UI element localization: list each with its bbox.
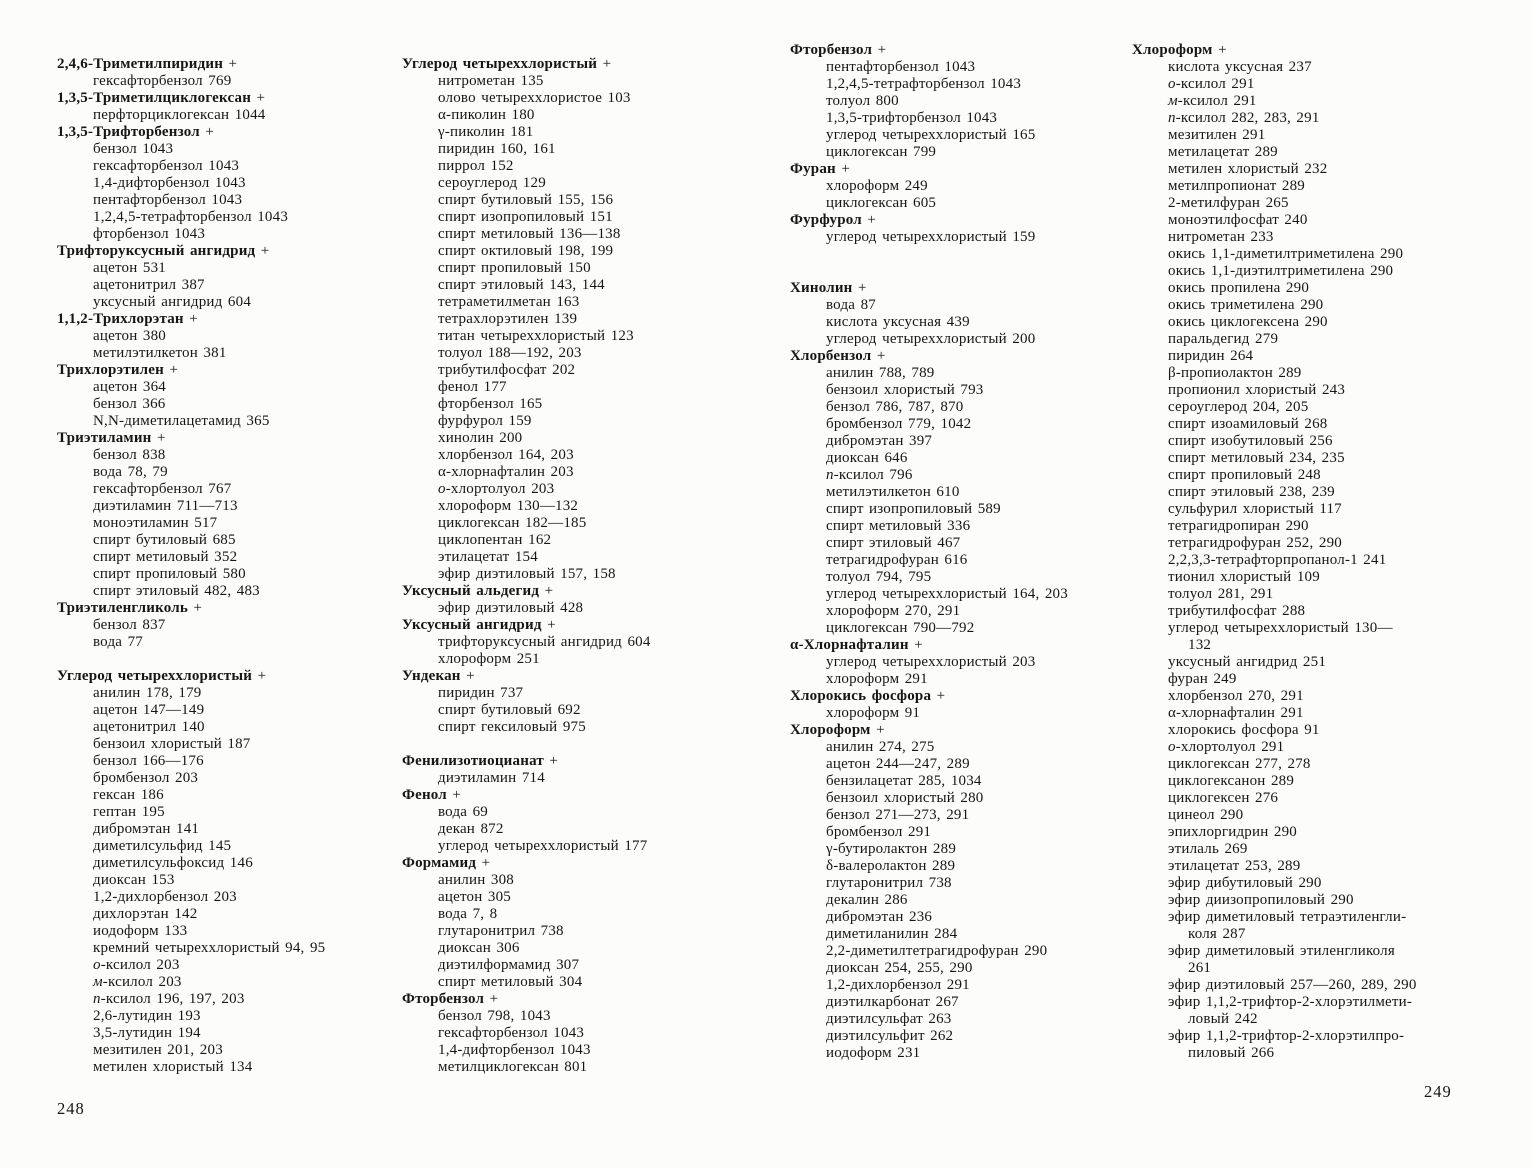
index-entry: тетрагидрофуран 252, 290 — [1168, 535, 1343, 551]
index-column-3 — [790, 42, 1120, 1062]
index-entry: пропионил хлористый 243 — [1168, 382, 1346, 398]
index-entry: 2,2,3,3-тетрафторпропанол-1 241 — [1168, 552, 1387, 568]
index-entry: бензилацетат 285, 1034 — [826, 773, 982, 789]
index-section — [57, 362, 387, 430]
index-section — [790, 42, 1120, 161]
index-entry: тетрагидрофуран 616 — [826, 552, 968, 568]
index-entry: бензол 837 — [93, 617, 166, 633]
index-term-heading: Хлорокись фосфора + — [790, 688, 946, 704]
index-section — [57, 90, 387, 124]
index-entry: спирт пропиловый 580 — [93, 566, 246, 582]
index-section — [402, 855, 737, 991]
index-entry: сульфурил хлористый 117 — [1168, 501, 1342, 517]
index-entry: титан четыреххлористый 123 — [438, 328, 634, 344]
index-entry: бромбензол 203 — [93, 770, 199, 786]
index-term-heading: Фторбензол + — [402, 991, 499, 1007]
index-entry: иодоформ 231 — [826, 1045, 921, 1061]
index-entry: хлорбензол 164, 203 — [438, 447, 574, 463]
index-term-heading: Хлорбензол + — [790, 348, 886, 364]
index-entry: диэтилформамид 307 — [438, 957, 580, 973]
index-entry: сероуглерод 204, 205 — [1168, 399, 1309, 415]
index-entry: окись пропилена 290 — [1168, 280, 1310, 296]
index-entry: 1,2,4,5-тетрафторбензол 1043 — [93, 209, 289, 225]
index-entry: 1,2,4,5-тетрафторбензол 1043 — [826, 76, 1022, 92]
index-entry: метилацетат 289 — [1168, 144, 1278, 160]
index-entry: пиридин 737 — [438, 685, 524, 701]
index-entry: паральдегид 279 — [1168, 331, 1279, 347]
index-entry: трибутилфосфат 288 — [1168, 603, 1306, 619]
index-entry: α-хлорнафталин 203 — [438, 464, 574, 480]
index-entry: спирт бутиловый 155, 156 — [438, 192, 614, 208]
index-entry: пентафторбензол 1043 — [93, 192, 243, 208]
index-entry: ацетон 147—149 — [93, 702, 205, 718]
index-entry: спирт метиловый 136—138 — [438, 226, 621, 242]
index-term-heading: 1,3,5-Трифторбензол + — [57, 124, 214, 140]
index-entry: 1,4-дифторбензол 1043 — [93, 175, 246, 191]
index-section — [57, 668, 387, 1076]
index-entry: метилэтилкетон 610 — [826, 484, 960, 500]
plus-sign: + — [1218, 42, 1227, 58]
index-entry: ацетонитрил 387 — [93, 277, 205, 293]
index-entry: циклогексан 605 — [826, 195, 937, 211]
index-entry: β-пропиолактон 289 — [1168, 365, 1302, 381]
index-entry: спирт метиловый 234, 235 — [1168, 450, 1345, 466]
index-entry: окись 1,1-диэтилтриметилена 290 — [1168, 263, 1394, 279]
index-entry: анилин 274, 275 — [826, 739, 935, 755]
index-entry: эфир 1,1,2-трифтор-2-хлорэтилпро- пиловый 266 — [1168, 1028, 1405, 1061]
index-term-heading: 1,3,5-Триметилциклогексан + — [57, 90, 266, 106]
index-entry: эфир дибутиловый 290 — [1168, 875, 1322, 891]
index-column-4 — [1132, 42, 1472, 1062]
index-entry: спирт пропиловый 150 — [438, 260, 591, 276]
index-entry: этилаль 269 — [1168, 841, 1248, 857]
plus-sign: + — [544, 583, 554, 599]
index-entry: углерод четыреххлористый 177 — [438, 838, 648, 854]
index-entry: циклогексан 799 — [826, 144, 937, 160]
plus-sign: + — [452, 787, 462, 803]
index-entry: вода 69 — [438, 804, 488, 820]
index-entry: спирт гексиловый 975 — [438, 719, 586, 735]
index-entry: спирт этиловый 482, 483 — [93, 583, 260, 599]
index-entry: моноэтиламин 517 — [93, 515, 218, 531]
index-entry: метилпропионат 289 — [1168, 178, 1306, 194]
index-entry: дибромэтан 141 — [93, 821, 200, 837]
index-section — [57, 243, 387, 311]
index-term-heading: Триэтиламин + — [57, 430, 166, 446]
index-entry: анилин 178, 179 — [93, 685, 202, 701]
index-section — [790, 688, 1120, 722]
index-term-heading: Хинолин + — [790, 280, 867, 296]
index-entry: эфир диэтиловый 257—260, 289, 290 — [1168, 977, 1417, 993]
index-entry: углерод четыреххлористый 130— 132 — [1168, 620, 1393, 653]
index-term-heading: Фторбензол + — [790, 42, 887, 58]
index-entry: 1,4-дифторбензол 1043 — [438, 1042, 591, 1058]
index-entry: дибромэтан 236 — [826, 909, 933, 925]
index-section — [790, 161, 1120, 212]
index-section — [402, 583, 737, 617]
index-entry: глутаронитрил 738 — [438, 923, 564, 939]
index-entry: ацетон 531 — [93, 260, 166, 276]
index-entry: бензол 798, 1043 — [438, 1008, 551, 1024]
index-term-heading: Фенол + — [402, 787, 462, 803]
index-entry: дихлорэтан 142 — [93, 906, 198, 922]
index-entry: анилин 308 — [438, 872, 515, 888]
plus-sign: + — [841, 161, 850, 177]
index-entry: олово четыреххлористое 103 — [438, 90, 631, 106]
index-entry: гексафторбензол 767 — [93, 481, 232, 497]
index-entry: гептан 195 — [93, 804, 165, 820]
index-entry: хлороформ 130—132 — [438, 498, 579, 514]
page-number-left: 248 — [57, 1099, 85, 1118]
plus-sign: + — [256, 90, 266, 106]
index-term-heading: 2,4,6-Триметилпиридин + — [57, 56, 238, 72]
index-entry: дибромэтан 397 — [826, 433, 933, 449]
index-entry: толуол 794, 795 — [826, 569, 932, 585]
index-entry: 1,2-дихлорбензол 203 — [93, 889, 237, 905]
index-entry: спирт изопропиловый 589 — [826, 501, 1001, 517]
index-section — [402, 753, 737, 787]
index-entry: бензол 366 — [93, 396, 166, 412]
index-term-heading: Хлороформ + — [790, 722, 885, 738]
index-term-heading: α-Хлорнафталин + — [790, 637, 923, 653]
index-entry: бензол 786, 787, 870 — [826, 399, 964, 415]
index-entry: диметиланилин 284 — [826, 926, 958, 942]
page-number-right: 249 — [1424, 1082, 1452, 1101]
plus-sign: + — [481, 855, 491, 871]
index-term-heading: 1,1,2-Трихлорэтан + — [57, 311, 198, 327]
index-entry: метилен хлористый 232 — [1168, 161, 1328, 177]
index-entry: толуол 800 — [826, 93, 899, 109]
index-entry: метилен хлористый 134 — [93, 1059, 253, 1075]
index-entry: δ-валеролактон 289 — [826, 858, 956, 874]
index-entry: спирт пропиловый 248 — [1168, 467, 1321, 483]
index-entry: 2-метилфуран 265 — [1168, 195, 1289, 211]
plus-sign: + — [877, 42, 887, 58]
index-entry: тетраметилметан 163 — [438, 294, 580, 310]
index-entry: углерод четыреххлористый 164, 203 — [826, 586, 1068, 602]
index-entry: диметилсульфид 145 — [93, 838, 232, 854]
index-entry: диоксан 153 — [93, 872, 175, 888]
index-entry: этилацетат 253, 289 — [1168, 858, 1301, 874]
index-entry: циклопентан 162 — [438, 532, 552, 548]
index-entry: хлороформ 291 — [826, 671, 928, 687]
index-entry: м-ксилол 291 — [1168, 93, 1257, 109]
index-entry: углерод четыреххлористый 165 — [826, 127, 1036, 143]
index-entry: пиридин 264 — [1168, 348, 1254, 364]
index-entry: эфир диэтиловый 157, 158 — [438, 566, 616, 582]
index-entry: бензол 838 — [93, 447, 166, 463]
index-section — [57, 124, 387, 243]
index-entry: тионил хлористый 109 — [1168, 569, 1320, 585]
index-entry: кислота уксусная 439 — [826, 314, 970, 330]
index-entry: м-ксилол 203 — [93, 974, 182, 990]
index-entry: углерод четыреххлористый 203 — [826, 654, 1036, 670]
index-entry: циклогексен 276 — [1168, 790, 1279, 806]
index-section — [57, 430, 387, 600]
index-entry: о-ксилол 203 — [93, 957, 180, 973]
index-entry: вода 87 — [826, 297, 876, 313]
index-term-heading: Триэтиленгликоль + — [57, 600, 203, 616]
index-entry: п-ксилол 796 — [826, 467, 913, 483]
plus-sign: + — [914, 637, 923, 653]
plus-sign: + — [193, 600, 203, 616]
index-entry: спирт бутиловый 685 — [93, 532, 236, 548]
index-entry: спирт изоамиловый 268 — [1168, 416, 1328, 432]
index-entry: хинолин 200 — [438, 430, 523, 446]
index-entry: спирт изопропиловый 151 — [438, 209, 613, 225]
plus-sign: + — [260, 243, 270, 259]
index-entry: кремний четыреххлористый 94, 95 — [93, 940, 326, 956]
index-entry: диоксан 254, 255, 290 — [826, 960, 973, 976]
index-entry: мезитилен 291 — [1168, 127, 1266, 143]
index-entry: метилэтилкетон 381 — [93, 345, 227, 361]
index-entry: хлорокись фосфора 91 — [1168, 722, 1320, 738]
index-entry: диоксан 306 — [438, 940, 520, 956]
index-entry: декан 872 — [438, 821, 504, 837]
index-entry: метилциклогексан 801 — [438, 1059, 588, 1075]
index-entry: 2,2-диметилтетрагидрофуран 290 — [826, 943, 1048, 959]
index-entry: тетрагидропиран 290 — [1168, 518, 1309, 534]
index-term-heading: Ундекан + — [402, 668, 475, 684]
index-entry: фенол 177 — [438, 379, 507, 395]
index-entry: декалин 286 — [826, 892, 908, 908]
index-section — [790, 212, 1120, 246]
index-section — [790, 348, 1120, 637]
index-entry: ацетонитрил 140 — [93, 719, 205, 735]
index-term-heading: Фенилизотиоцианат + — [402, 753, 559, 769]
plus-sign: + — [489, 991, 499, 1007]
index-entry: диэтилкарбонат 267 — [826, 994, 959, 1010]
index-entry: бензоил хлористый 187 — [93, 736, 251, 752]
index-entry: бензол 271—273, 291 — [826, 807, 970, 823]
plus-sign: + — [547, 617, 556, 633]
index-section — [57, 600, 387, 651]
index-entry: гексафторбензол 1043 — [438, 1025, 585, 1041]
index-entry: уксусный ангидрид 251 — [1168, 654, 1327, 670]
index-entry: бромбензол 291 — [826, 824, 932, 840]
index-entry: спирт бутиловый 692 — [438, 702, 581, 718]
index-entry: трифторуксусный ангидрид 604 — [438, 634, 651, 650]
plus-sign: + — [205, 124, 214, 140]
index-entry: α-хлорнафталин 291 — [1168, 705, 1304, 721]
index-entry: диэтилсульфат 263 — [826, 1011, 952, 1027]
index-entry: нитрометан 233 — [1168, 229, 1274, 245]
index-entry: этилацетат 154 — [438, 549, 538, 565]
index-entry: спирт этиловый 238, 239 — [1168, 484, 1335, 500]
index-entry: циклогексан 277, 278 — [1168, 756, 1311, 772]
index-entry: сероуглерод 129 — [438, 175, 546, 191]
index-entry: диметилсульфоксид 146 — [93, 855, 253, 871]
index-entry: бензол 166—176 — [93, 753, 204, 769]
index-entry: циклогексанон 289 — [1168, 773, 1295, 789]
index-term-heading: Трихлорэтилен + — [57, 362, 179, 378]
index-term-heading: Трифторуксусный ангидрид + — [57, 243, 270, 259]
index-entry: диэтиламин 714 — [438, 770, 545, 786]
index-entry: окись циклогексена 290 — [1168, 314, 1328, 330]
index-entry: пиридин 160, 161 — [438, 141, 556, 157]
index-entry: ацетон 305 — [438, 889, 511, 905]
plus-sign: + — [602, 56, 612, 72]
plus-sign: + — [466, 668, 475, 684]
index-entry: гексафторбензол 1043 — [93, 158, 240, 174]
index-section — [402, 617, 737, 668]
index-column-1 — [57, 56, 387, 1076]
index-entry: спирт этиловый 467 — [826, 535, 961, 551]
index-entry: спирт метиловый 352 — [93, 549, 238, 565]
index-entry: тетрахлорэтилен 139 — [438, 311, 578, 327]
index-section — [402, 787, 737, 855]
index-term-heading: Углерод четыреххлористый + — [402, 56, 612, 72]
index-entry: хлороформ 270, 291 — [826, 603, 961, 619]
index-entry: γ-бутиролактон 289 — [826, 841, 957, 857]
index-entry: углерод четыреххлористый 200 — [826, 331, 1036, 347]
plus-sign: + — [876, 348, 886, 364]
index-entry: вода 77 — [93, 634, 143, 650]
plus-sign: + — [936, 688, 946, 704]
index-entry: диоксан 646 — [826, 450, 908, 466]
index-entry: о-ксилол 291 — [1168, 76, 1255, 92]
index-term-heading: Углерод четыреххлористый + — [57, 668, 267, 684]
index-entry: хлороформ 249 — [826, 178, 928, 194]
plus-sign: + — [156, 430, 166, 446]
index-entry: бромбензол 779, 1042 — [826, 416, 972, 432]
index-entry: 1,3,5-трифторбензол 1043 — [826, 110, 998, 126]
index-entry: 3,5-лутидин 194 — [93, 1025, 201, 1041]
index-section — [1132, 42, 1472, 1062]
index-entry: α-пиколин 180 — [438, 107, 535, 123]
index-entry: пентафторбензол 1043 — [826, 59, 976, 75]
plus-sign: + — [189, 311, 198, 327]
index-entry: моноэтилфосфат 240 — [1168, 212, 1308, 228]
index-entry: 2,6-лутидин 193 — [93, 1008, 201, 1024]
index-entry: циклогексан 790—792 — [826, 620, 975, 636]
index-entry: мезитилен 201, 203 — [93, 1042, 223, 1058]
index-term-heading: Фуран + — [790, 161, 850, 177]
index-section — [402, 991, 737, 1076]
index-section — [402, 668, 737, 736]
index-entry: диэтилсульфит 262 — [826, 1028, 954, 1044]
index-entry: вода 7, 8 — [438, 906, 498, 922]
plus-sign: + — [169, 362, 179, 378]
index-entry: окись триметилена 290 — [1168, 297, 1324, 313]
index-entry: бензоил хлористый 793 — [826, 382, 984, 398]
index-entry: фторбензол 165 — [438, 396, 543, 412]
index-entry: спирт метиловый 336 — [826, 518, 971, 534]
index-term-heading: Хлороформ + — [1132, 42, 1227, 58]
index-entry: кислота уксусная 237 — [1168, 59, 1312, 75]
index-section — [790, 722, 1120, 1062]
index-entry: гексафторбензол 769 — [93, 73, 232, 89]
index-entry: спирт метиловый 304 — [438, 974, 583, 990]
index-section — [790, 637, 1120, 688]
index-entry: фторбензол 1043 — [93, 226, 206, 242]
index-entry: бензол 1043 — [93, 141, 174, 157]
index-section — [57, 311, 387, 362]
index-term-heading: Формамид + — [402, 855, 491, 871]
index-entry: толуол 281, 291 — [1168, 586, 1274, 602]
index-entry: ацетон 244—247, 289 — [826, 756, 970, 772]
index-entry: п-ксилол 196, 197, 203 — [93, 991, 245, 1007]
index-entry: перфторциклогексан 1044 — [93, 107, 266, 123]
index-entry: γ-пиколин 181 — [438, 124, 534, 140]
index-entry: 1,2-дихлорбензол 291 — [826, 977, 970, 993]
index-term-heading: Уксусный ангидрид + — [402, 617, 556, 633]
index-entry: нитрометан 135 — [438, 73, 544, 89]
index-entry: спирт этиловый 143, 144 — [438, 277, 605, 293]
index-section — [57, 56, 387, 90]
index-entry: фурфурол 159 — [438, 413, 532, 429]
index-entry: эфир диэтиловый 428 — [438, 600, 584, 616]
plus-sign: + — [228, 56, 238, 72]
index-entry: эпихлоргидрин 290 — [1168, 824, 1297, 840]
plus-sign: + — [257, 668, 267, 684]
index-section — [790, 280, 1120, 348]
index-entry: трибутилфосфат 202 — [438, 362, 576, 378]
index-entry: п-ксилол 282, 283, 291 — [1168, 110, 1320, 126]
index-entry: эфир диизопропиловый 290 — [1168, 892, 1354, 908]
index-entry: иодоформ 133 — [93, 923, 188, 939]
index-entry: ацетон 380 — [93, 328, 166, 344]
index-column-2 — [402, 56, 737, 1076]
index-entry: хлороформ 91 — [826, 705, 921, 721]
index-entry: эфир диметиловый тетраэтиленгли- коля 287 — [1168, 909, 1407, 942]
index-entry: о-хлортолуол 291 — [1168, 739, 1285, 755]
index-entry: спирт октиловый 198, 199 — [438, 243, 614, 259]
index-entry: фуран 249 — [1168, 671, 1237, 687]
index-entry: N,N-диметилацетамид 365 — [93, 413, 270, 429]
index-entry: спирт изобутиловый 256 — [1168, 433, 1333, 449]
index-entry: о-хлортолуол 203 — [438, 481, 555, 497]
index-entry: пиррол 152 — [438, 158, 514, 174]
index-entry: ацетон 364 — [93, 379, 166, 395]
index-entry: циклогексан 182—185 — [438, 515, 587, 531]
index-entry: цинеол 290 — [1168, 807, 1244, 823]
plus-sign: + — [867, 212, 877, 228]
index-term-heading: Фурфурол + — [790, 212, 877, 228]
index-entry: уксусный ангидрид 604 — [93, 294, 252, 310]
plus-sign: + — [876, 722, 885, 738]
index-entry: углерод четыреххлористый 159 — [826, 229, 1036, 245]
index-entry: хлороформ 251 — [438, 651, 540, 667]
index-term-heading: Уксусный альдегид + — [402, 583, 554, 599]
plus-sign: + — [857, 280, 867, 296]
index-entry: эфир диметиловый этиленгликоля 261 — [1168, 943, 1395, 976]
index-entry: анилин 788, 789 — [826, 365, 935, 381]
index-entry: бензоил хлористый 280 — [826, 790, 984, 806]
index-section — [402, 56, 737, 583]
index-entry: эфир 1,1,2-трифтор-2-хлорэтилмети- ловый 242 — [1168, 994, 1413, 1027]
index-entry: глутаронитрил 738 — [826, 875, 952, 891]
plus-sign: + — [549, 753, 559, 769]
index-entry: вода 78, 79 — [93, 464, 168, 480]
index-entry: хлорбензол 270, 291 — [1168, 688, 1304, 704]
index-entry: окись 1,1-диметилтриметилена 290 — [1168, 246, 1404, 262]
index-entry: гексан 186 — [93, 787, 164, 803]
index-entry: толуол 188—192, 203 — [438, 345, 582, 361]
index-entry: диэтиламин 711—713 — [93, 498, 238, 514]
